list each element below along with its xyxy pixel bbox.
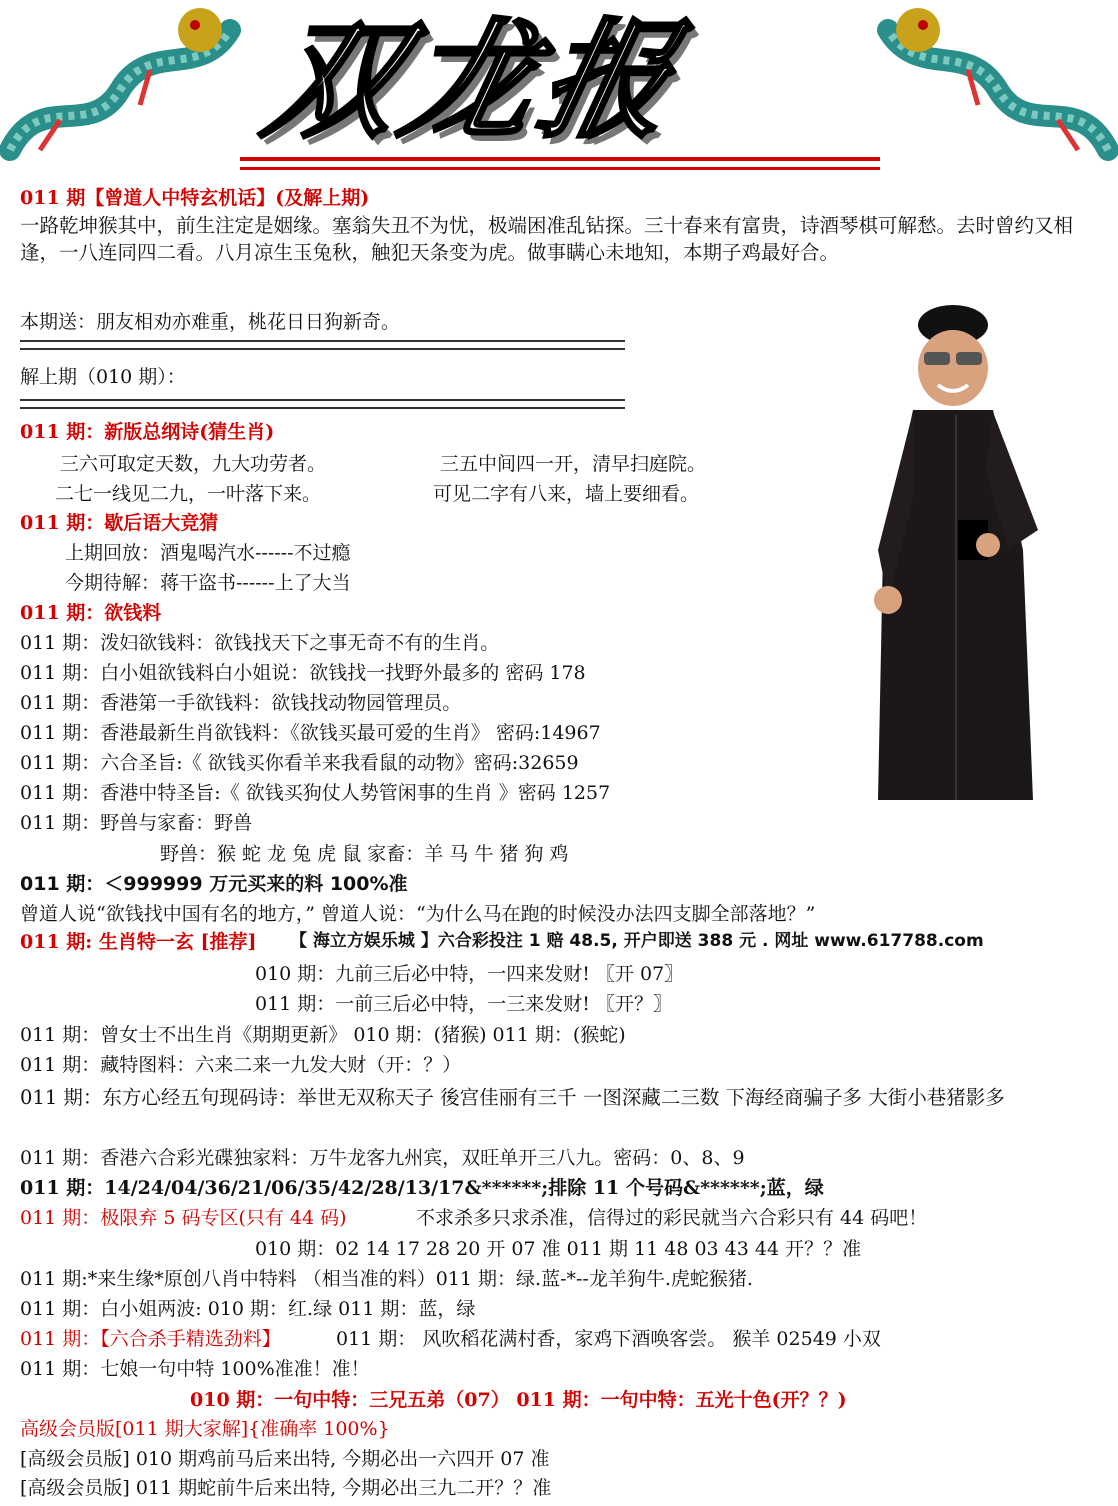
poem-line: 二七一线见二九，一叶落下来。 bbox=[55, 483, 322, 505]
number-line: 010 期：02 14 17 28 20 开 07 准 011 期 11 48 03 43 44 开？？准 bbox=[255, 1238, 862, 1260]
gift-line: 本期送：朋友相劝亦难重，桃花日日狗新奇。 bbox=[20, 311, 401, 333]
yuqian-line: 011 期：香港最新生肖欲钱料：《欲钱买最可爱的生肖》 密码:14967 bbox=[20, 722, 601, 744]
yuqian-line: 011 期：香港中特圣旨:《 欲钱买狗仗人势管闲事的生肖 》密码 1257 bbox=[20, 782, 611, 804]
info-line: 不求杀多只求杀准，信得过的彩民就当六合彩只有 44 码吧！ bbox=[416, 1207, 928, 1229]
section-heading-yuqian: 011 期：欲钱料 bbox=[20, 602, 162, 624]
yuqian-line: 011 期：白小姐欲钱料白小姐说：欲钱找一找野外最多的 密码 178 bbox=[20, 662, 586, 684]
info-line: 011 期：白小姐两波: 010 期：红.绿 011 期：蓝，绿 bbox=[20, 1298, 476, 1320]
vip-line: [高级会员版] 011 期蛇前牛后来出特, 今期必出三九二开？？准 bbox=[20, 1477, 552, 1499]
section-heading-poem: 011 期：新版总纲诗(猜生肖) bbox=[20, 421, 275, 443]
shengxiao-line: 010 期：九前三后必中特，一四来发财! 〖开 07〗 bbox=[255, 963, 684, 985]
highlight-line: 011 期：＜999999 万元买来的料 100%准 bbox=[20, 873, 408, 895]
riddle-line: 今期待解：蒋干盗书------上了大当 bbox=[65, 572, 351, 594]
advertisement-line: 【 海立方娱乐城 】六合彩投注 1 赔 48.5, 开户即送 388 元 . 网址 www.617788.com bbox=[290, 931, 984, 951]
section-heading-xuanji: 011 期【曾道人中特玄机话】(及解上期) bbox=[20, 187, 370, 209]
yuqian-line: 011 期：野兽与家畜：野兽 bbox=[20, 812, 253, 834]
vip-line: [高级会员版] 010 期鸡前马后来出特, 今期必出一六四开 07 准 bbox=[20, 1448, 550, 1470]
info-paragraph: 011 期：东方心经五句现码诗：举世无双称天子 後宫佳丽有三千 一图深藏二三数 下海经商骗子多 大街小巷猪影多 bbox=[20, 1086, 1005, 1109]
title-underline-2 bbox=[240, 167, 880, 170]
yuqian-line: 011 期：六合圣旨:《 欲钱买你看羊来我看鼠的动物》密码:32659 bbox=[20, 752, 579, 774]
poem-line: 可见二字有八来，墙上要细看。 bbox=[433, 483, 700, 505]
info-line: 011 期： 风吹稻花满村香，家鸡下酒唤客尝。 猴羊 02549 小双 bbox=[336, 1328, 881, 1350]
info-line: 011 期：藏特图料：六来二来一九发大财（开：？） bbox=[20, 1054, 462, 1076]
section-heading-44: 011 期：极限弃 5 码专区(只有 44 码) bbox=[20, 1207, 347, 1229]
yuqian-line: 011 期：泼妇欲钱料：欲钱找天下之事无奇不有的生肖。 bbox=[20, 632, 500, 654]
riddle-line: 上期回放：酒鬼喝汽水------不过瘾 bbox=[65, 542, 351, 564]
info-line: 011 期：14/24/04/36/21/06/35/42/28/13/17&******;排除 11 个号码&******;蓝，绿 bbox=[20, 1177, 824, 1199]
info-line: 011 期：香港六合彩光碟独家料：万牛龙客九州宾，双旺单开三八九。密码：0、8、9 bbox=[20, 1147, 745, 1169]
info-line: 011 期：七娘一句中特 100%准准！准！ bbox=[20, 1358, 370, 1380]
poem-paragraph: 一路乾坤猴其中，前生注定是姻缘。塞翁失丑不为忧，极端困准乱钻探。三十春来有富贵，诗酒琴棋可解愁。去时曾约又相逢，一八连同四二看。八月凉生玉兔秋，触犯天条变为虎。做事瞒心未地知，本期子鸡最好合。 bbox=[20, 214, 1074, 264]
dragon-left-icon bbox=[0, 0, 250, 180]
info-line: 011 期:*来生缘*原创八肖中特料 （相当准的料）011 期：绿.蓝-*--龙羊狗牛.虎蛇猴猪. bbox=[20, 1268, 753, 1290]
person-figure-icon bbox=[858, 300, 1098, 810]
section-heading-riddle: 011 期：歇后语大竞猜 bbox=[20, 512, 219, 534]
poem-line: 三五中间四一开，清早扫庭院。 bbox=[440, 453, 707, 475]
separator bbox=[20, 399, 625, 409]
animal-list: 野兽：猴 蛇 龙 兔 虎 鼠 家畜：羊 马 牛 猪 狗 鸡 bbox=[160, 843, 569, 865]
previous-solution-label: 解上期（010 期）： bbox=[20, 366, 186, 388]
masthead bbox=[0, 0, 1118, 185]
info-line: 011 期：曾女士不出生肖《期期更新》 010 期：(猪猴) 011 期：(猴蛇) bbox=[20, 1024, 626, 1046]
dragon-right-icon bbox=[868, 0, 1118, 180]
quote-line: 曾道人说“欲钱找中国有名的地方，” 曾道人说：“为什么马在跑的时候没办法四支脚全部落地？” bbox=[20, 903, 816, 925]
separator bbox=[20, 340, 625, 350]
section-heading-shengxiao: 011 期: 生肖特一玄 [推荐] bbox=[20, 931, 257, 953]
newspaper-title: 双龙报 bbox=[254, 7, 694, 156]
poem-line: 三六可取定天数，九大功劳者。 bbox=[60, 453, 327, 475]
yuqian-line: 011 期：香港第一手欲钱料：欲钱找动物园管理员。 bbox=[20, 692, 462, 714]
title-underline bbox=[240, 157, 880, 161]
section-heading-vip: 高级会员版[011 期大家解]{准确率 100%} bbox=[20, 1418, 390, 1440]
section-heading-shashou: 011 期：【六合杀手精选劲料】 bbox=[20, 1328, 281, 1350]
shengxiao-line: 011 期：一前三后必中特，一三来发财! 〖开？〗 bbox=[255, 993, 672, 1015]
highlight-line: 010 期：一句中特：三兄五弟（07） 011 期：一句中特：五光十色(开？？) bbox=[190, 1389, 847, 1411]
